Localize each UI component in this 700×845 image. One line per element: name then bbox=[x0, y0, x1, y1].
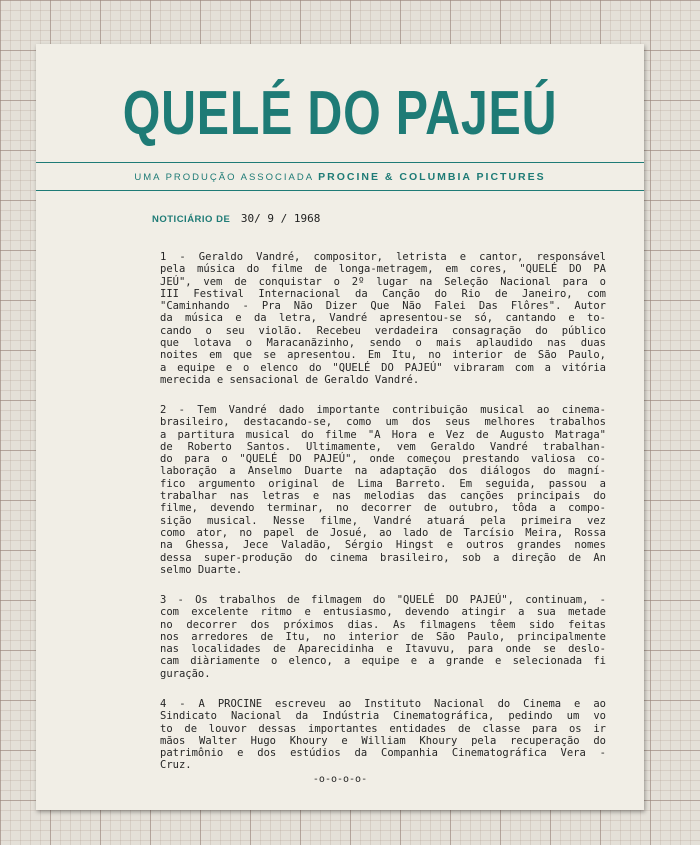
header-rule-top bbox=[36, 162, 644, 163]
text-line: 4 - A PROCINE escreveu ao Instituto Nacional do Cinema e ao bbox=[160, 698, 606, 710]
production-credit-prefix: UMA PRODUÇÃO ASSOCIADA bbox=[134, 172, 314, 183]
notice-date: 30/ 9 / 1968 bbox=[240, 212, 321, 225]
text-line: merecida e sensacional de Geraldo Vandré. bbox=[160, 373, 420, 386]
paragraph-3 bbox=[160, 594, 606, 680]
text-line: dessa super-produção do cinema brasileiro, sob a direção de An bbox=[160, 551, 606, 564]
text-line: como ator, no papel de Josué, ao lado de Tarcísio Meira, Rossa bbox=[160, 526, 606, 539]
paragraph-2 bbox=[160, 404, 606, 576]
text-line: brasileiro, destacando-se, como um dos seus melhores trabalhos bbox=[160, 416, 606, 429]
text-line: III Festival Internacional da Canção do Rio de Janeiro, com bbox=[160, 287, 606, 300]
text-line: do para o "QUELÉ DO PAJEÚ", onde começou prestando valiosa co- bbox=[160, 453, 606, 466]
text-line: "Caminhando - Pra Não Dizer Que Não Falei Das Flôres". Autor bbox=[160, 300, 606, 313]
text-line: noites em que se apresentou. Em Itu, no interior de São Paulo, bbox=[160, 349, 606, 362]
text-line: filme, devendo terminar, no decorrer de outubro, tôda a compo- bbox=[160, 502, 606, 515]
notice-label: NOTICIÁRIO DE bbox=[152, 214, 231, 225]
text-line: sição musical. Nesse filme, Vandré atuará pela primeira vez bbox=[160, 514, 606, 527]
production-credit bbox=[36, 170, 644, 185]
end-mark: -o-o-o-o- bbox=[312, 774, 368, 785]
text-line: JEÚ", vem de conquistar o 2º lugar na Seleção Nacional para o bbox=[160, 275, 606, 288]
text-line: Sindicato Nacional da Indústria Cinematográfica, pedindo um vo bbox=[160, 710, 606, 723]
header-rule-bottom bbox=[36, 190, 644, 191]
text-line: 3 - Os trabalhos de filmagem do "QUELÉ DO PAJEÚ", continuam, - bbox=[160, 594, 606, 606]
text-line: selmo Duarte. bbox=[160, 563, 243, 576]
text-line: pela música do filme de longa-metragem, em cores, "QUELÉ DO PA bbox=[160, 263, 606, 276]
text-line: com excelente ritmo e entusiasmo, devendo atingir a sua metade bbox=[160, 606, 606, 619]
text-line: da música e da letra, Vandré apresentou-se só, cantando e to- bbox=[160, 312, 606, 325]
text-line: na Ghessa, Jece Valadão, Sérgio Hingst e outros grandes nomes bbox=[160, 539, 606, 552]
text-line: fico argumento original de Lima Barreto. Em seguida, passou a bbox=[160, 477, 606, 490]
paragraph-4 bbox=[160, 698, 606, 772]
text-line: 1 - Geraldo Vandré, compositor, letrista e cantor, responsável bbox=[160, 251, 606, 263]
text-line: to de louvor dessas importantes entidades de classe para os ir bbox=[160, 722, 606, 735]
text-line: de Roberto Santos. Ultimamente, vem Geraldo Vandré trabalhan- bbox=[160, 440, 606, 453]
document-title: QUELÉ DO PAJEÚ bbox=[122, 79, 558, 148]
text-line: mãos Walter Hugo Khoury e William Khoury pela recuperação do bbox=[160, 734, 606, 747]
paragraph-1 bbox=[160, 251, 606, 386]
text-line: laboração a Anselmo Duarte na adaptação dos diálogos do magní- bbox=[160, 465, 606, 478]
text-line: Cruz. bbox=[160, 759, 192, 772]
text-line: patrimônio e dos estúdios da Companhia Cinematográfica Vera - bbox=[160, 747, 606, 760]
text-line: no decorrer dos próximos dias. As filmagens têem sido feitas bbox=[160, 618, 606, 631]
text-line: nas localidades de Aparecidinha e Itavuvu, para onde se deslo- bbox=[160, 643, 606, 656]
text-line: cam diàriamente o elenco, a equipe e a grande e selecionada fi bbox=[160, 655, 606, 668]
text-line: a equipe e o elenco do "QUELÉ DO PAJEÚ" vibraram com a vitória bbox=[160, 361, 606, 374]
text-line: guração. bbox=[160, 667, 211, 680]
document-page bbox=[36, 44, 644, 810]
text-line: cando o seu violão. Recebeu verdadeira consagração do público bbox=[160, 324, 606, 337]
text-line: trabalhar nas letras e nas melodias das canções principais do bbox=[160, 490, 606, 503]
text-line: nos arredores de Itu, no interior de São Paulo, principalmente bbox=[160, 630, 606, 643]
text-line: que lotava o Maracanãzinho, sendo o mais aplaudido nas duas bbox=[160, 337, 606, 350]
text-line: a partitura musical do filme "A Hora e Vez de Augusto Matraga" bbox=[160, 428, 606, 441]
notice-date-line bbox=[152, 212, 320, 225]
text-line: 2 - Tem Vandré dado importante contribuição musical ao cinema- bbox=[160, 404, 606, 416]
production-companies: PROCINE & COLUMBIA PICTURES bbox=[318, 171, 546, 183]
